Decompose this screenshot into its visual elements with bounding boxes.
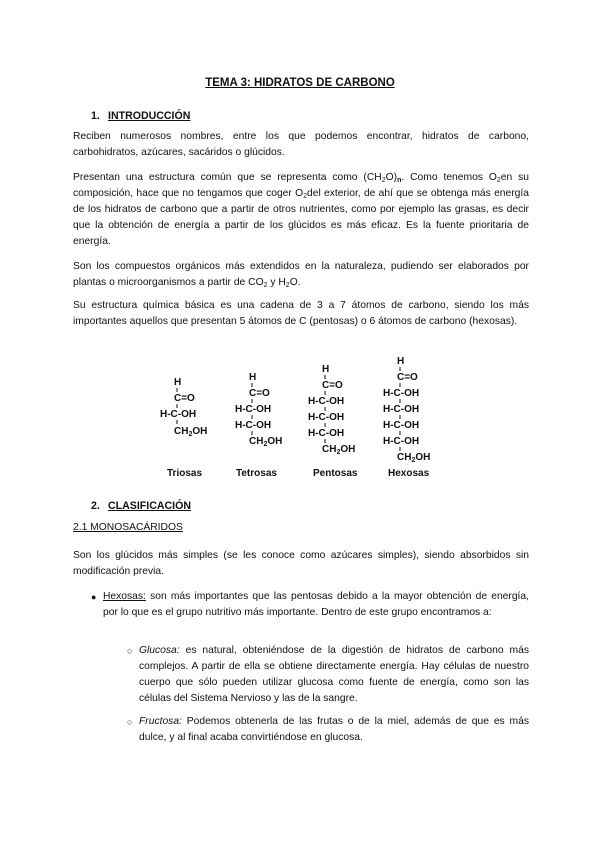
- bullet-hexosas-text: Hexosas: son más importantes que las pentosas debido a la mayor obtención de energía, por lo que es el grupo nutritivo más importante. Dentro de este grupo encontramos a:: [103, 591, 529, 618]
- hexosa-hcoh-4: H-C-OH: [383, 436, 420, 447]
- label-triosas: Triosas: [167, 468, 203, 479]
- tetrosa-carbonyl: C=O: [249, 388, 270, 399]
- pentosa-hcoh-3: H-C-OH: [308, 428, 345, 439]
- tetrosa-ch2oh: $CH_2OH$: [249, 436, 283, 448]
- paragraph-names: Reciben numerosos nombres, entre los que podemos encontrar, hidratos de carbono, carbohidratos, azúcares, sacáridos o glúcidos.: [73, 131, 529, 158]
- hexosa-structure: [383, 356, 430, 464]
- pentosa-hcoh-2: H-C-OH: [308, 412, 345, 423]
- section-title: CLASIFICACIÓN: [108, 500, 191, 512]
- pentosa-hcoh-1: H-C-OH: [308, 396, 345, 407]
- hexosa-carbonyl: C=O: [397, 372, 418, 383]
- bullet-icon: ●: [91, 592, 97, 602]
- subbullet-glucosa-text: Glucosa: es natural, obteniéndose de la digestión de hidratos de carbono más complejos. A partir de ella se obtiene directamente energía. Hay células de nuestro cuerpo que sólo pueden utilizar glucosa como fuente de energía, como son las células del Sistema Nervioso y las de la sangre.: [139, 645, 529, 704]
- monosaccharide-structures-figure: [150, 352, 450, 484]
- subsection-monosacaridos: 2.1 MONOSACÁRIDOS: [73, 522, 183, 533]
- triosa-carbonyl: C=O: [174, 393, 195, 404]
- tetrosa-hcoh-1: H-C-OH: [235, 404, 272, 415]
- hexosa-hcoh-1: H-C-OH: [383, 388, 420, 399]
- section-title: INTRODUCCIÓN: [108, 110, 191, 122]
- paragraph-compounds: Son los compuestos orgánicos más extendidos en la naturaleza, pudiendo ser elaborados por plantas o microorganismos a partir de $CO_2$ y $H_2O$.: [73, 261, 529, 289]
- section-heading-clasificacion: [91, 498, 191, 514]
- tetrosa-structure: [235, 372, 282, 448]
- section-number: 2.: [91, 500, 100, 512]
- pentosa-carbonyl: C=O: [322, 380, 343, 391]
- section-number: 1.: [91, 110, 100, 122]
- hexosa-h: H: [397, 356, 405, 367]
- triosa-hcoh: H-C-OH: [160, 409, 197, 420]
- pentosa-structure: [308, 364, 355, 456]
- paragraph-structure: Presentan una estructura común que se representa como $(CH_2O)_n$. Como tenemos $O_2en$ su composición, hace que no tengamos que coger $O_2del$ exterior, de ahí que se obtenga más energía de los hidratos de carbono que a partir de otros nutrientes, como por ejemplo las grasas, es decir que la obtención de energía a partir de los glúcidos es más eficaz. Es la fuente prioritaria de energía.: [73, 172, 529, 247]
- pentosa-h: H: [322, 364, 330, 375]
- triosa-ch2oh: $CH_2OH$: [174, 426, 208, 438]
- circle-bullet-icon: ○: [127, 646, 133, 656]
- paragraph-chemical-structure: Su estructura química básica es una cadena de 3 a 7 átomos de carbono, siendo los más importantes aquellos que presentan 5 átomos de C (pentosas) o 6 átomos de carbono (hexosas).: [73, 300, 529, 327]
- pentosa-ch2oh: $CH_2OH$: [322, 444, 356, 456]
- label-hexosas: Hexosas: [388, 468, 430, 479]
- label-tetrosas: Tetrosas: [236, 468, 277, 479]
- tetrosa-hcoh-2: H-C-OH: [235, 420, 272, 431]
- circle-bullet-icon: ○: [127, 717, 133, 727]
- tetrosa-h: H: [249, 372, 257, 383]
- label-pentosas: Pentosas: [313, 468, 358, 479]
- subbullet-fructosa-text: Fructosa: Podemos obtenerla de las frutas o de la miel, además de que es más dulce, y al final acaba convirtiéndose en glucosa.: [139, 716, 529, 743]
- triosa-h: H: [174, 377, 182, 388]
- paragraph-monosacaridos: Son los glúcidos más simples (se les conoce como azúcares simples), siendo absorbidos sin modificación previa.: [73, 550, 529, 577]
- hexosa-ch2oh: $CH_2OH$: [397, 452, 431, 464]
- document-title: TEMA 3: HIDRATOS DE CARBONO: [205, 77, 395, 89]
- triosa-structure: [160, 377, 207, 438]
- hexosa-hcoh-3: H-C-OH: [383, 420, 420, 431]
- section-heading-introduccion: [91, 108, 190, 124]
- hexosa-hcoh-2: H-C-OH: [383, 404, 420, 415]
